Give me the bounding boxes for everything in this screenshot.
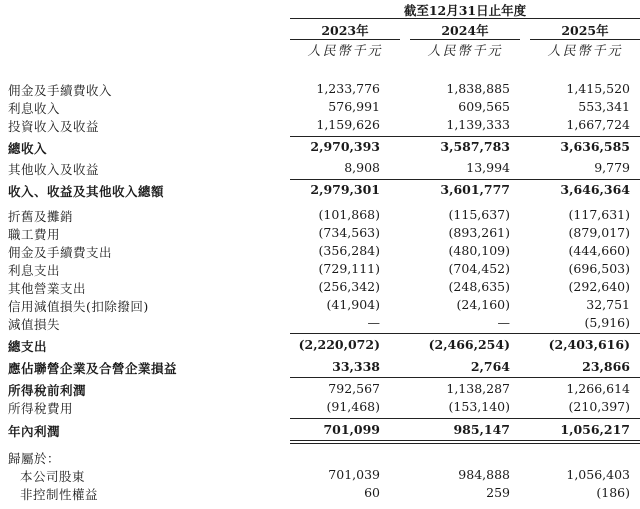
table-row-total [0, 337, 640, 355]
value-2023: (256,342) [318, 279, 380, 294]
row-label: 職工費用 [8, 227, 61, 242]
table-row [0, 261, 640, 279]
value-2024: (704,452) [448, 261, 510, 276]
value-2025: 23,866 [582, 359, 630, 374]
value-2024: 13,994 [466, 160, 510, 175]
value-2023: 33,338 [332, 359, 380, 374]
value-2025: 1,415,520 [566, 81, 630, 96]
table-row [0, 117, 640, 135]
unit-2023: 人民幣千元 [307, 44, 383, 59]
row-label: 所得稅費用 [8, 401, 74, 416]
value-2023: 2,970,393 [310, 139, 380, 154]
table-row-total [0, 422, 640, 440]
subtotal-rule [290, 418, 640, 419]
value-2025: (210,397) [568, 399, 630, 414]
row-label: 折舊及攤銷 [8, 209, 74, 224]
value-2025: 553,341 [578, 99, 630, 114]
value-2025: 32,751 [586, 297, 630, 312]
table-row [0, 160, 640, 178]
year-2024-header: 2024年 [441, 23, 489, 38]
row-label: 收入、收益及其他收入總額 [8, 184, 165, 199]
value-2023: 1,159,626 [316, 117, 380, 132]
table-row [0, 399, 640, 417]
value-2024: (115,637) [448, 207, 510, 222]
row-label: 信用減值損失(扣除撥回) [8, 299, 149, 314]
value-2024: (24,160) [456, 297, 510, 312]
year-2023-header: 2023年 [321, 23, 369, 38]
table-row [0, 99, 640, 117]
value-2023: (91,468) [326, 399, 380, 414]
value-2023: (2,220,072) [298, 337, 380, 352]
table-row [0, 225, 640, 243]
subtotal-rule [290, 179, 640, 180]
table-row-total [0, 139, 640, 157]
value-2024: 3,601,777 [440, 182, 510, 197]
row-label: 年內利潤 [8, 424, 61, 439]
subtotal-rule [290, 333, 640, 334]
row-label: 其他收入及收益 [8, 162, 100, 177]
row-label: 應佔聯營企業及合營企業損益 [8, 361, 178, 376]
table-row [0, 315, 640, 333]
value-2023: (41,904) [326, 297, 380, 312]
value-2025: (5,916) [584, 315, 630, 330]
value-2023: 576,991 [328, 99, 380, 114]
value-2025: (117,631) [568, 207, 630, 222]
value-2025: 1,056,403 [566, 467, 630, 482]
table-row [0, 359, 640, 377]
value-2023: 60 [364, 485, 380, 500]
value-2023: (734,563) [318, 225, 380, 240]
value-2025: (2,403,616) [548, 337, 630, 352]
value-2024: 1,138,287 [446, 381, 510, 396]
value-2025: 1,266,614 [566, 381, 630, 396]
table-row [0, 207, 640, 225]
value-2024: 2,764 [470, 359, 510, 374]
value-2025: (696,503) [568, 261, 630, 276]
year-2025-header: 2025年 [561, 23, 609, 38]
table-row [0, 81, 640, 99]
subtotal-rule [290, 377, 640, 378]
period-underline [290, 18, 640, 19]
value-2025: (186) [596, 485, 630, 500]
row-label: 歸屬於： [8, 451, 61, 466]
value-2024: (248,635) [448, 279, 510, 294]
value-2023: (356,284) [318, 243, 380, 258]
value-2024: 3,587,783 [440, 139, 510, 154]
row-label: 佣金及手續費收入 [8, 83, 113, 98]
table-row [0, 279, 640, 297]
value-2024: 984,888 [458, 467, 510, 482]
row-label: 佣金及手續費支出 [8, 245, 113, 260]
value-2025: (444,660) [568, 243, 630, 258]
period-header: 截至12月31日止年度 [403, 3, 527, 18]
value-2023: 792,567 [328, 381, 380, 396]
value-2024: 609,565 [458, 99, 510, 114]
value-2023: 1,233,776 [316, 81, 380, 96]
table-row-total [0, 381, 640, 399]
subtotal-rule [290, 136, 640, 137]
value-2025: 1,056,217 [560, 422, 630, 437]
row-label: 非控制性權益 [20, 487, 99, 502]
value-2024: (480,109) [448, 243, 510, 258]
row-label: 減值損失 [8, 317, 61, 332]
table-row-total [0, 182, 640, 200]
value-2023: (729,111) [318, 261, 380, 276]
value-2024: 985,147 [453, 422, 510, 437]
value-2025: 3,646,364 [560, 182, 630, 197]
value-2025: 3,636,585 [560, 139, 630, 154]
value-2023: — [367, 315, 380, 330]
row-label: 利息收入 [8, 101, 61, 116]
value-2024: 1,838,885 [446, 81, 510, 96]
table-row [0, 243, 640, 261]
value-2025: 1,667,724 [566, 117, 630, 132]
value-2025: (292,640) [568, 279, 630, 294]
value-2023: 2,979,301 [310, 182, 380, 197]
section-heading [0, 449, 640, 467]
double-rule [290, 440, 640, 444]
value-2024: — [497, 315, 510, 330]
unit-2025: 人民幣千元 [547, 44, 623, 59]
row-label: 利息支出 [8, 263, 61, 278]
value-2025: 9,779 [594, 160, 630, 175]
table-row [0, 485, 640, 503]
value-2024: 259 [486, 485, 510, 500]
value-2023: 8,908 [344, 160, 380, 175]
row-label: 總支出 [8, 339, 48, 354]
row-label: 總收入 [8, 141, 48, 156]
value-2025: (879,017) [568, 225, 630, 240]
value-2024: (893,261) [448, 225, 510, 240]
table-row [0, 297, 640, 315]
value-2023: 701,039 [328, 467, 380, 482]
row-label: 所得稅前利潤 [8, 383, 87, 398]
value-2023: 701,099 [323, 422, 380, 437]
row-label: 其他營業支出 [8, 281, 87, 296]
unit-2024: 人民幣千元 [427, 44, 503, 59]
row-label: 本公司股東 [20, 469, 86, 484]
value-2023: (101,868) [318, 207, 380, 222]
value-2024: 1,139,333 [446, 117, 510, 132]
table-row [0, 467, 640, 485]
value-2024: (2,466,254) [428, 337, 510, 352]
row-label: 投資收入及收益 [8, 119, 100, 134]
value-2024: (153,140) [448, 399, 510, 414]
